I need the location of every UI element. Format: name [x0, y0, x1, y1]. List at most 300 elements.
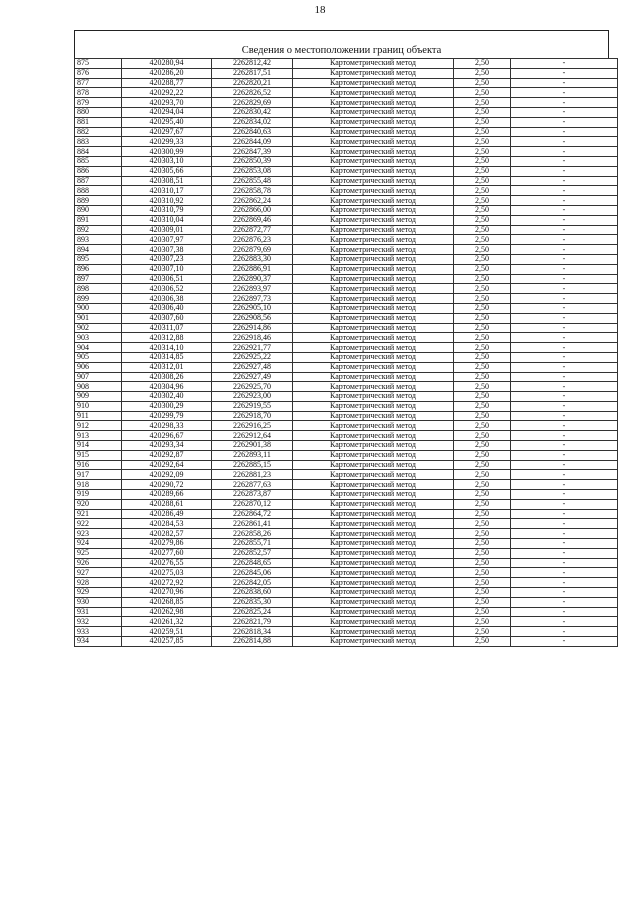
point-number-cell: 907: [75, 372, 122, 382]
point-number-cell: 896: [75, 264, 122, 274]
extra-cell: -: [511, 186, 618, 196]
method-cell: Картометрический метод: [293, 107, 454, 117]
y-coordinate-cell: 2262829,69: [212, 98, 293, 108]
method-cell: Картометрический метод: [293, 264, 454, 274]
x-coordinate-cell: 420306,38: [122, 294, 212, 304]
table-row: [75, 362, 618, 372]
extra-cell: -: [511, 274, 618, 284]
x-coordinate-cell: 420262,98: [122, 607, 212, 617]
x-coordinate-cell: 420299,79: [122, 411, 212, 421]
y-coordinate-cell: 2262925,70: [212, 382, 293, 392]
y-coordinate-cell: 2262921,77: [212, 343, 293, 353]
y-coordinate-cell: 2262820,21: [212, 78, 293, 88]
table-row: [75, 470, 618, 480]
point-number-cell: 933: [75, 627, 122, 637]
method-cell: Картометрический метод: [293, 147, 454, 157]
precision-cell: 2,50: [454, 333, 511, 343]
table-row: [75, 450, 618, 460]
point-number-cell: 900: [75, 303, 122, 313]
extra-cell: -: [511, 539, 618, 549]
precision-cell: 2,50: [454, 59, 511, 69]
table-row: [75, 637, 618, 647]
point-number-cell: 922: [75, 519, 122, 529]
x-coordinate-cell: 420304,96: [122, 382, 212, 392]
x-coordinate-cell: 420307,38: [122, 245, 212, 255]
x-coordinate-cell: 420282,57: [122, 529, 212, 539]
table-row: [75, 88, 618, 98]
precision-cell: 2,50: [454, 196, 511, 206]
x-coordinate-cell: 420310,92: [122, 196, 212, 206]
y-coordinate-cell: 2262872,77: [212, 225, 293, 235]
x-coordinate-cell: 420259,51: [122, 627, 212, 637]
method-cell: Картометрический метод: [293, 352, 454, 362]
y-coordinate-cell: 2262853,08: [212, 166, 293, 176]
table-row: [75, 460, 618, 470]
method-cell: Картометрический метод: [293, 274, 454, 284]
table-row: [75, 225, 618, 235]
y-coordinate-cell: 2262848,65: [212, 558, 293, 568]
extra-cell: -: [511, 352, 618, 362]
precision-cell: 2,50: [454, 627, 511, 637]
x-coordinate-cell: 420288,77: [122, 78, 212, 88]
method-cell: Картометрический метод: [293, 254, 454, 264]
method-cell: Картометрический метод: [293, 509, 454, 519]
y-coordinate-cell: 2262850,39: [212, 156, 293, 166]
precision-cell: 2,50: [454, 98, 511, 108]
extra-cell: -: [511, 421, 618, 431]
y-coordinate-cell: 2262918,70: [212, 411, 293, 421]
x-coordinate-cell: 420296,67: [122, 431, 212, 441]
precision-cell: 2,50: [454, 490, 511, 500]
precision-cell: 2,50: [454, 235, 511, 245]
method-cell: Картометрический метод: [293, 196, 454, 206]
precision-cell: 2,50: [454, 392, 511, 402]
point-number-cell: 913: [75, 431, 122, 441]
y-coordinate-cell: 2262838,60: [212, 588, 293, 598]
extra-cell: -: [511, 480, 618, 490]
x-coordinate-cell: 420288,61: [122, 499, 212, 509]
table-row: [75, 59, 618, 69]
point-number-cell: 876: [75, 68, 122, 78]
x-coordinate-cell: 420261,32: [122, 617, 212, 627]
extra-cell: -: [511, 156, 618, 166]
method-cell: Картометрический метод: [293, 225, 454, 235]
point-number-cell: 888: [75, 186, 122, 196]
point-number-cell: 877: [75, 78, 122, 88]
precision-cell: 2,50: [454, 107, 511, 117]
precision-cell: 2,50: [454, 127, 511, 137]
x-coordinate-cell: 420292,22: [122, 88, 212, 98]
x-coordinate-cell: 420268,85: [122, 597, 212, 607]
y-coordinate-cell: 2262814,88: [212, 637, 293, 647]
precision-cell: 2,50: [454, 509, 511, 519]
y-coordinate-cell: 2262826,52: [212, 88, 293, 98]
extra-cell: -: [511, 215, 618, 225]
point-number-cell: 905: [75, 352, 122, 362]
table-row: [75, 519, 618, 529]
table-row: [75, 490, 618, 500]
x-coordinate-cell: 420257,85: [122, 637, 212, 647]
table-row: [75, 421, 618, 431]
table-row: [75, 617, 618, 627]
point-number-cell: 882: [75, 127, 122, 137]
point-number-cell: 891: [75, 215, 122, 225]
precision-cell: 2,50: [454, 176, 511, 186]
precision-cell: 2,50: [454, 597, 511, 607]
y-coordinate-cell: 2262901,38: [212, 441, 293, 451]
extra-cell: -: [511, 519, 618, 529]
point-number-cell: 889: [75, 196, 122, 206]
x-coordinate-cell: 420314,85: [122, 352, 212, 362]
extra-cell: -: [511, 59, 618, 69]
table-row: [75, 215, 618, 225]
method-cell: Картометрический метод: [293, 499, 454, 509]
extra-cell: -: [511, 254, 618, 264]
y-coordinate-cell: 2262862,24: [212, 196, 293, 206]
y-coordinate-cell: 2262912,64: [212, 431, 293, 441]
page-number: 18: [314, 4, 326, 16]
table-row: [75, 78, 618, 88]
y-coordinate-cell: 2262866,00: [212, 205, 293, 215]
y-coordinate-cell: 2262897,73: [212, 294, 293, 304]
table-row: [75, 441, 618, 451]
extra-cell: -: [511, 196, 618, 206]
extra-cell: -: [511, 294, 618, 304]
extra-cell: -: [511, 313, 618, 323]
precision-cell: 2,50: [454, 156, 511, 166]
y-coordinate-cell: 2262840,63: [212, 127, 293, 137]
x-coordinate-cell: 420292,87: [122, 450, 212, 460]
precision-cell: 2,50: [454, 323, 511, 333]
x-coordinate-cell: 420306,40: [122, 303, 212, 313]
point-number-cell: 897: [75, 274, 122, 284]
table-row: [75, 323, 618, 333]
point-number-cell: 899: [75, 294, 122, 304]
point-number-cell: 930: [75, 597, 122, 607]
x-coordinate-cell: 420312,88: [122, 333, 212, 343]
table-row: [75, 294, 618, 304]
precision-cell: 2,50: [454, 205, 511, 215]
method-cell: Картометрический метод: [293, 235, 454, 245]
x-coordinate-cell: 420280,94: [122, 59, 212, 69]
x-coordinate-cell: 420310,04: [122, 215, 212, 225]
y-coordinate-cell: 2262879,69: [212, 245, 293, 255]
point-number-cell: 909: [75, 392, 122, 402]
x-coordinate-cell: 420308,26: [122, 372, 212, 382]
point-number-cell: 901: [75, 313, 122, 323]
point-number-cell: 927: [75, 568, 122, 578]
precision-cell: 2,50: [454, 617, 511, 627]
precision-cell: 2,50: [454, 441, 511, 451]
precision-cell: 2,50: [454, 245, 511, 255]
extra-cell: -: [511, 382, 618, 392]
precision-cell: 2,50: [454, 480, 511, 490]
method-cell: Картометрический метод: [293, 303, 454, 313]
y-coordinate-cell: 2262852,57: [212, 548, 293, 558]
y-coordinate-cell: 2262893,97: [212, 284, 293, 294]
y-coordinate-cell: 2262821,79: [212, 617, 293, 627]
point-number-cell: 884: [75, 147, 122, 157]
extra-cell: -: [511, 627, 618, 637]
y-coordinate-cell: 2262847,39: [212, 147, 293, 157]
table-row: [75, 196, 618, 206]
x-coordinate-cell: 420307,10: [122, 264, 212, 274]
table-row: [75, 382, 618, 392]
x-coordinate-cell: 420277,60: [122, 548, 212, 558]
table-row: [75, 98, 618, 108]
point-number-cell: 875: [75, 59, 122, 69]
extra-cell: -: [511, 597, 618, 607]
extra-cell: -: [511, 372, 618, 382]
method-cell: Картометрический метод: [293, 59, 454, 69]
x-coordinate-cell: 420310,79: [122, 205, 212, 215]
x-coordinate-cell: 420294,04: [122, 107, 212, 117]
y-coordinate-cell: 2262861,41: [212, 519, 293, 529]
precision-cell: 2,50: [454, 88, 511, 98]
y-coordinate-cell: 2262864,72: [212, 509, 293, 519]
y-coordinate-cell: 2262845,06: [212, 568, 293, 578]
x-coordinate-cell: 420306,52: [122, 284, 212, 294]
extra-cell: -: [511, 333, 618, 343]
point-number-cell: 914: [75, 441, 122, 451]
y-coordinate-cell: 2262876,23: [212, 235, 293, 245]
precision-cell: 2,50: [454, 294, 511, 304]
x-coordinate-cell: 420309,01: [122, 225, 212, 235]
table-row: [75, 117, 618, 127]
y-coordinate-cell: 2262905,10: [212, 303, 293, 313]
point-number-cell: 919: [75, 490, 122, 500]
x-coordinate-cell: 420305,66: [122, 166, 212, 176]
method-cell: Картометрический метод: [293, 637, 454, 647]
y-coordinate-cell: 2262830,42: [212, 107, 293, 117]
x-coordinate-cell: 420279,86: [122, 539, 212, 549]
extra-cell: -: [511, 401, 618, 411]
x-coordinate-cell: 420286,49: [122, 509, 212, 519]
table-row: [75, 568, 618, 578]
extra-cell: -: [511, 225, 618, 235]
extra-cell: -: [511, 509, 618, 519]
point-number-cell: 895: [75, 254, 122, 264]
method-cell: Картометрический метод: [293, 382, 454, 392]
method-cell: Картометрический метод: [293, 617, 454, 627]
precision-cell: 2,50: [454, 284, 511, 294]
table-row: [75, 597, 618, 607]
y-coordinate-cell: 2262858,26: [212, 529, 293, 539]
x-coordinate-cell: 420308,51: [122, 176, 212, 186]
method-cell: Картометрический метод: [293, 597, 454, 607]
point-number-cell: 932: [75, 617, 122, 627]
extra-cell: -: [511, 588, 618, 598]
table-row: [75, 333, 618, 343]
table-row: [75, 548, 618, 558]
method-cell: Картометрический метод: [293, 343, 454, 353]
y-coordinate-cell: 2262842,05: [212, 578, 293, 588]
point-number-cell: 906: [75, 362, 122, 372]
table-row: [75, 352, 618, 362]
method-cell: Картометрический метод: [293, 362, 454, 372]
method-cell: Картометрический метод: [293, 78, 454, 88]
point-number-cell: 917: [75, 470, 122, 480]
table-row: [75, 245, 618, 255]
y-coordinate-cell: 2262923,00: [212, 392, 293, 402]
table-row: [75, 205, 618, 215]
extra-cell: -: [511, 607, 618, 617]
y-coordinate-cell: 2262825,24: [212, 607, 293, 617]
x-coordinate-cell: 420275,03: [122, 568, 212, 578]
precision-cell: 2,50: [454, 215, 511, 225]
y-coordinate-cell: 2262918,46: [212, 333, 293, 343]
method-cell: Картометрический метод: [293, 578, 454, 588]
y-coordinate-cell: 2262873,87: [212, 490, 293, 500]
precision-cell: 2,50: [454, 588, 511, 598]
precision-cell: 2,50: [454, 548, 511, 558]
method-cell: Картометрический метод: [293, 450, 454, 460]
extra-cell: -: [511, 264, 618, 274]
method-cell: Картометрический метод: [293, 558, 454, 568]
table-row: [75, 156, 618, 166]
x-coordinate-cell: 420272,92: [122, 578, 212, 588]
table-row: [75, 499, 618, 509]
extra-cell: -: [511, 392, 618, 402]
method-cell: Картометрический метод: [293, 568, 454, 578]
precision-cell: 2,50: [454, 352, 511, 362]
precision-cell: 2,50: [454, 166, 511, 176]
table-title: Сведения о местоположении границ объекта: [74, 30, 609, 58]
x-coordinate-cell: 420300,29: [122, 401, 212, 411]
y-coordinate-cell: 2262858,78: [212, 186, 293, 196]
method-cell: Картометрический метод: [293, 284, 454, 294]
y-coordinate-cell: 2262817,51: [212, 68, 293, 78]
x-coordinate-cell: 420286,20: [122, 68, 212, 78]
x-coordinate-cell: 420300,99: [122, 147, 212, 157]
point-number-cell: 920: [75, 499, 122, 509]
y-coordinate-cell: 2262927,49: [212, 372, 293, 382]
x-coordinate-cell: 420298,33: [122, 421, 212, 431]
precision-cell: 2,50: [454, 607, 511, 617]
method-cell: Картометрический метод: [293, 88, 454, 98]
point-number-cell: 904: [75, 343, 122, 353]
method-cell: Картометрический метод: [293, 627, 454, 637]
precision-cell: 2,50: [454, 274, 511, 284]
method-cell: Картометрический метод: [293, 490, 454, 500]
x-coordinate-cell: 420293,34: [122, 441, 212, 451]
method-cell: Картометрический метод: [293, 460, 454, 470]
table-row: [75, 254, 618, 264]
precision-cell: 2,50: [454, 431, 511, 441]
precision-cell: 2,50: [454, 254, 511, 264]
extra-cell: -: [511, 166, 618, 176]
extra-cell: -: [511, 137, 618, 147]
x-coordinate-cell: 420314,10: [122, 343, 212, 353]
x-coordinate-cell: 420284,53: [122, 519, 212, 529]
y-coordinate-cell: 2262834,02: [212, 117, 293, 127]
precision-cell: 2,50: [454, 637, 511, 647]
extra-cell: -: [511, 127, 618, 137]
precision-cell: 2,50: [454, 137, 511, 147]
method-cell: Картометрический метод: [293, 401, 454, 411]
point-number-cell: 924: [75, 539, 122, 549]
table-row: [75, 588, 618, 598]
extra-cell: -: [511, 323, 618, 333]
method-cell: Картометрический метод: [293, 431, 454, 441]
boundary-table-sheet: [74, 30, 609, 647]
table-row: [75, 509, 618, 519]
method-cell: Картометрический метод: [293, 176, 454, 186]
precision-cell: 2,50: [454, 372, 511, 382]
table-row: [75, 392, 618, 402]
table-row: [75, 137, 618, 147]
point-number-cell: 881: [75, 117, 122, 127]
x-coordinate-cell: 420307,97: [122, 235, 212, 245]
y-coordinate-cell: 2262925,22: [212, 352, 293, 362]
point-number-cell: 934: [75, 637, 122, 647]
y-coordinate-cell: 2262885,15: [212, 460, 293, 470]
extra-cell: -: [511, 245, 618, 255]
extra-cell: -: [511, 470, 618, 480]
y-coordinate-cell: 2262919,55: [212, 401, 293, 411]
method-cell: Картометрический метод: [293, 421, 454, 431]
y-coordinate-cell: 2262883,30: [212, 254, 293, 264]
point-number-cell: 918: [75, 480, 122, 490]
method-cell: Картометрический метод: [293, 68, 454, 78]
table-row: [75, 313, 618, 323]
extra-cell: -: [511, 68, 618, 78]
x-coordinate-cell: 420302,40: [122, 392, 212, 402]
method-cell: Картометрический метод: [293, 529, 454, 539]
point-number-cell: 883: [75, 137, 122, 147]
method-cell: Картометрический метод: [293, 166, 454, 176]
extra-cell: -: [511, 235, 618, 245]
y-coordinate-cell: 2262916,25: [212, 421, 293, 431]
point-number-cell: 902: [75, 323, 122, 333]
method-cell: Картометрический метод: [293, 588, 454, 598]
x-coordinate-cell: 420310,17: [122, 186, 212, 196]
point-number-cell: 878: [75, 88, 122, 98]
table-row: [75, 607, 618, 617]
precision-cell: 2,50: [454, 303, 511, 313]
table-row: [75, 431, 618, 441]
extra-cell: -: [511, 617, 618, 627]
extra-cell: -: [511, 176, 618, 186]
method-cell: Картометрический метод: [293, 156, 454, 166]
point-number-cell: 929: [75, 588, 122, 598]
precision-cell: 2,50: [454, 382, 511, 392]
point-number-cell: 926: [75, 558, 122, 568]
y-coordinate-cell: 2262835,30: [212, 597, 293, 607]
extra-cell: -: [511, 637, 618, 647]
point-number-cell: 885: [75, 156, 122, 166]
point-number-cell: 880: [75, 107, 122, 117]
table-row: [75, 401, 618, 411]
method-cell: Картометрический метод: [293, 127, 454, 137]
method-cell: Картометрический метод: [293, 245, 454, 255]
method-cell: Картометрический метод: [293, 215, 454, 225]
extra-cell: -: [511, 558, 618, 568]
table-row: [75, 372, 618, 382]
precision-cell: 2,50: [454, 470, 511, 480]
point-number-cell: 893: [75, 235, 122, 245]
y-coordinate-cell: 2262927,48: [212, 362, 293, 372]
precision-cell: 2,50: [454, 117, 511, 127]
extra-cell: -: [511, 78, 618, 88]
method-cell: Картометрический метод: [293, 470, 454, 480]
precision-cell: 2,50: [454, 578, 511, 588]
extra-cell: -: [511, 303, 618, 313]
method-cell: Картометрический метод: [293, 372, 454, 382]
point-number-cell: 894: [75, 245, 122, 255]
point-number-cell: 910: [75, 401, 122, 411]
method-cell: Картометрический метод: [293, 441, 454, 451]
